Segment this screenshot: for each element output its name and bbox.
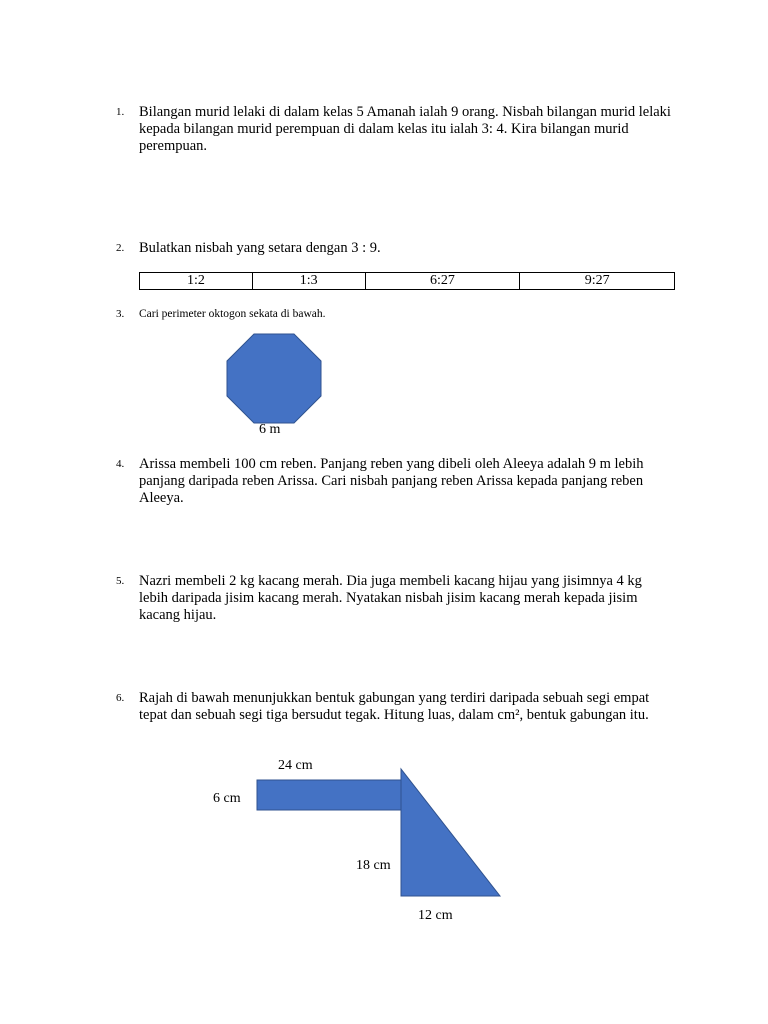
- question-text: Bilangan murid lelaki di dalam kelas 5 Amanah ialah 9 orang. Nisbah bilangan murid lelaki kepada bilangan murid perempuan di dalam kelas itu ialah 3: 4. Kira bilangan murid perempuan.: [139, 104, 671, 154]
- rectangle-height-label: 6 cm: [213, 791, 241, 806]
- right-triangle-shape: [401, 769, 500, 896]
- question-text: Nazri membeli 2 kg kacang merah. Dia juga membeli kacang hijau yang jisimnya 4 kg lebih daripada jisim kacang merah. Nyatakan nisbah jisim kacang merah kepada jisim kacang hijau.: [139, 573, 642, 623]
- question-number: 2.: [116, 242, 125, 254]
- octagon-side-label: 6 m: [259, 422, 281, 437]
- question-number: 6.: [116, 692, 125, 704]
- question-number: 3.: [116, 308, 125, 320]
- option-cell[interactable]: 1:2: [140, 273, 253, 290]
- triangle-height-label: 18 cm: [356, 858, 391, 873]
- rectangle-width-label: 24 cm: [278, 758, 313, 773]
- rectangle-shape: [257, 780, 401, 810]
- question-text: Cari perimeter oktogon sekata di bawah.: [139, 308, 326, 320]
- question-text: Arissa membeli 100 cm reben. Panjang reben yang dibeli oleh Aleeya adalah 9 m lebih panjang daripada reben Arissa. Cari nisbah panjang reben Arissa kepada panjang reben Aleeya.: [139, 456, 644, 506]
- question-number: 4.: [116, 458, 125, 470]
- octagon-shape: [227, 334, 321, 423]
- question-text: Rajah di bawah menunjukkan bentuk gabungan yang terdiri daripada sebuah segi empat tepat dan sebuah segi tiga bersudut tegak. Hitung luas, dalam cm², bentuk gabungan itu.: [139, 690, 650, 723]
- option-cell[interactable]: 6:27: [365, 273, 520, 290]
- option-cell[interactable]: 1:3: [252, 273, 365, 290]
- option-cell[interactable]: 9:27: [520, 273, 675, 290]
- question-text: Bulatkan nisbah yang setara dengan 3 : 9.: [139, 240, 381, 256]
- triangle-base-label: 12 cm: [418, 908, 453, 923]
- question-number: 5.: [116, 575, 125, 587]
- question-number: 1.: [116, 106, 125, 118]
